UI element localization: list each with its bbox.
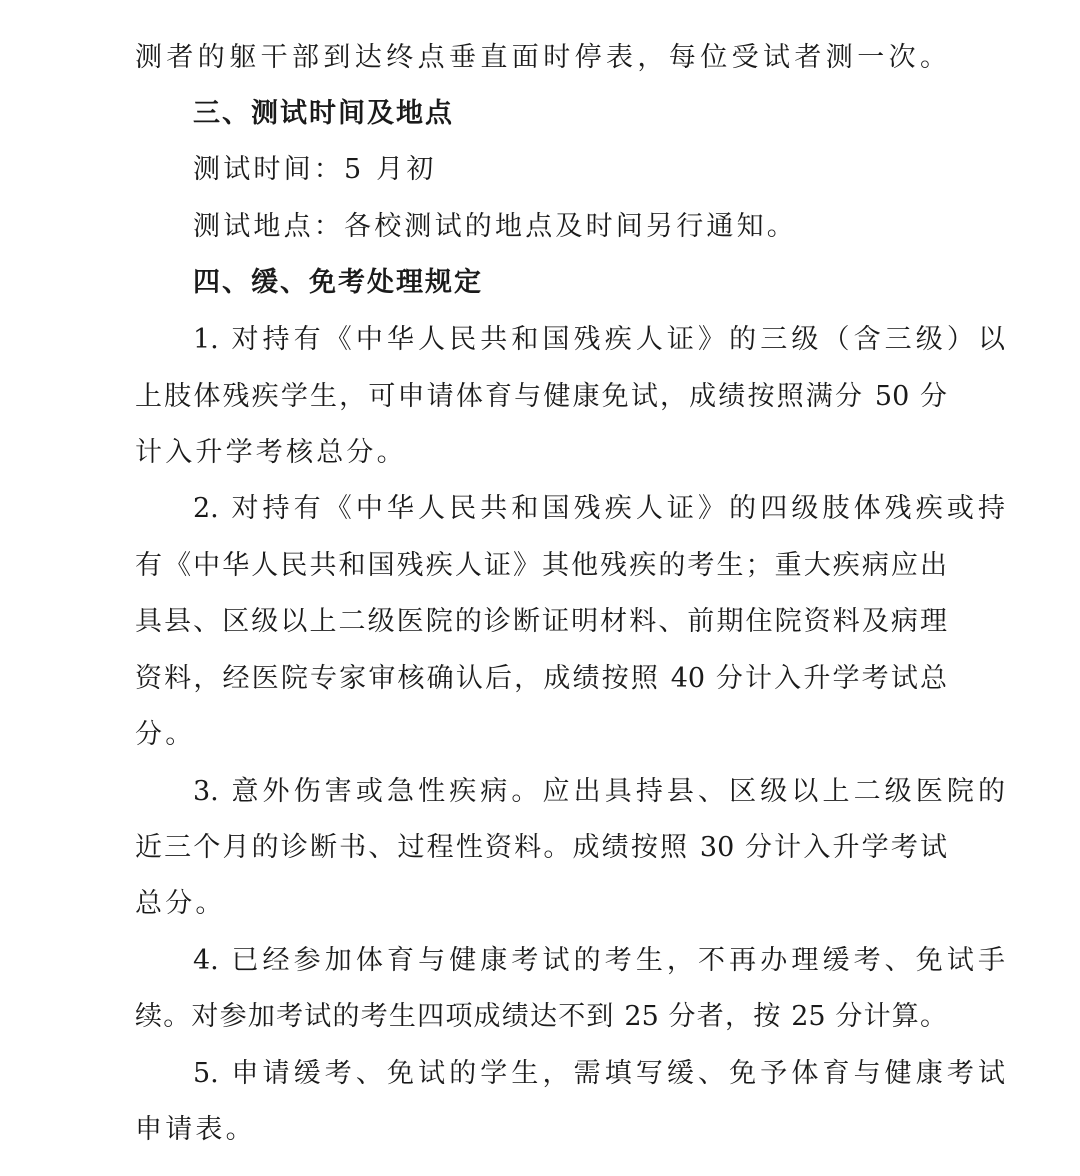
section-heading-exemption-rules: 四、缓、免考处理规定 [193, 267, 483, 298]
rule-3-line-1: 3. 意外伤害或急性疾病。应出具持县、区级以上二级医院的 [193, 776, 1005, 807]
test-time-line: 测试时间：5 月初 [193, 154, 437, 185]
section-heading-test-time-location: 三、测试时间及地点 [193, 98, 454, 129]
rule-1-line-3: 计入升学考核总分。 [135, 437, 407, 468]
rule-2-line-4: 资料，经医院专家审核确认后，成绩按照 40 分计入升学考试总 [135, 663, 947, 694]
rule-2-line-5: 分。 [135, 719, 196, 750]
rule-1-line-2: 上肢体残疾学生，可申请体育与健康免试，成绩按照满分 50 分 [135, 381, 947, 412]
rule-2-line-3: 具县、区级以上二级医院的诊断证明材料、前期住院资料及病理 [135, 606, 947, 637]
rule-2-line-2: 有《中华人民共和国残疾人证》其他残疾的考生；重大疾病应出 [135, 550, 947, 581]
rule-2-line-1: 2. 对持有《中华人民共和国残疾人证》的四级肢体残疾或持 [193, 493, 1005, 524]
paragraph-continuation-line: 测者的躯干部到达终点垂直面时停表，每位受试者测一次。 [135, 42, 947, 73]
rule-1-line-1: 1. 对持有《中华人民共和国残疾人证》的三级（含三级）以 [193, 324, 1005, 355]
test-location-line: 测试地点：各校测试的地点及时间另行通知。 [193, 211, 797, 242]
rule-3-line-3: 总分。 [135, 888, 226, 919]
rule-4-line-1: 4. 已经参加体育与健康考试的考生，不再办理缓考、免试手 [193, 945, 1005, 976]
rule-5-line-2: 申请表。 [135, 1114, 256, 1145]
rule-4-line-2: 续。对参加考试的考生四项成绩达不到 25 分者，按 25 分计算。 [135, 1001, 947, 1032]
rule-5-line-1: 5. 申请缓考、免试的学生，需填写缓、免予体育与健康考试 [193, 1058, 1005, 1089]
rule-3-line-2: 近三个月的诊断书、过程性资料。成绩按照 30 分计入升学考试 [135, 832, 947, 863]
